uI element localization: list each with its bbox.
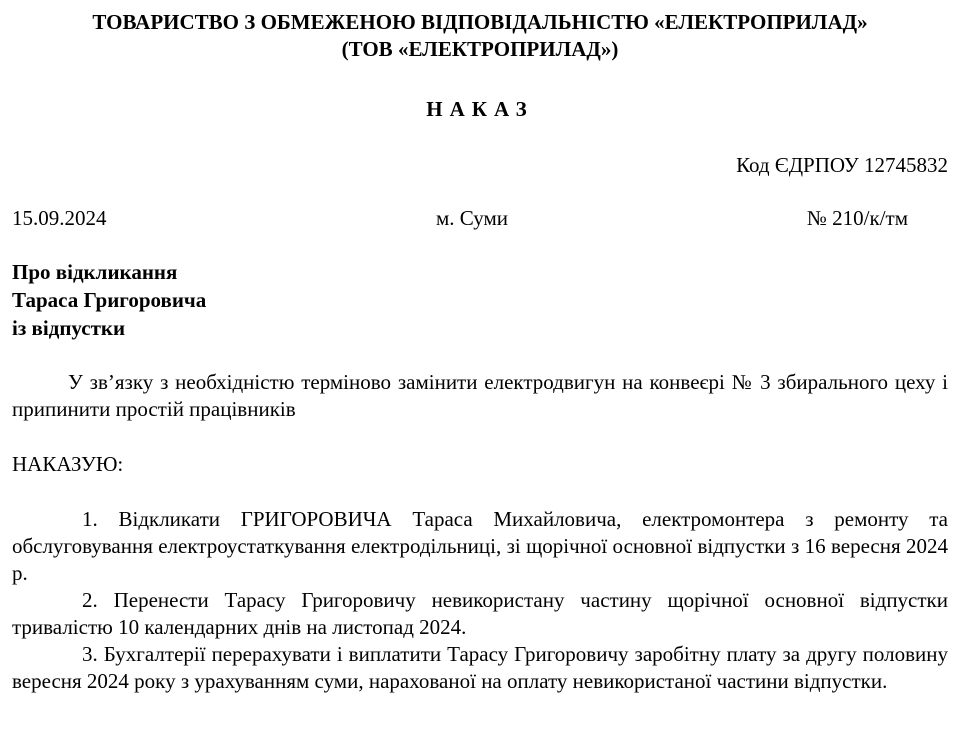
document-title: НАКАЗ	[426, 97, 534, 121]
order-items	[12, 506, 948, 695]
organization-short-name: (ТОВ «ЕЛЕКТРОПРИЛАД»)	[341, 37, 619, 61]
subject-line: Про відкликання	[12, 260, 178, 284]
subject-line: із відпустки	[12, 316, 126, 340]
order-item: 1. Відкликати ГРИГОРОВИЧА Тараса Михайловича, електромонтера з ремонту та обслуговування електроустаткування електродільниці, зі щорічної основної відпустки з 16 вересня 2024 р.	[12, 507, 948, 585]
order-item: 3. Бухгалтерії перерахувати і виплатити Тарасу Григоровичу заробітну плату за другу половину вересня 2024 року з урахуванням суми, нарахованої на оплату невикористаної частини відпустки.	[12, 642, 948, 693]
preamble-paragraph: У зв’язку з необхідністю терміново замінити електродвигун на конвеєрі № 3 збирального цеху і припинити простій працівників	[12, 370, 948, 421]
document-date: 15.09.2024	[12, 206, 107, 230]
organization-header	[12, 9, 948, 63]
order-item: 2. Перенести Тарасу Григоровичу невикористану частину щорічної основної відпустки тривалістю 10 календарних днів на листопад 2024.	[12, 588, 948, 639]
document-page	[12, 9, 948, 695]
order-word: НАКАЗУЮ:	[12, 452, 124, 476]
document-subject	[12, 258, 948, 342]
organization-full-name: ТОВАРИСТВО З ОБМЕЖЕНОЮ ВІДПОВІДАЛЬНІСТЮ «ЕЛЕКТРОПРИЛАД»	[92, 10, 868, 34]
document-city: м. Суми	[436, 206, 509, 230]
document-number: № 210/к/тм	[806, 206, 908, 230]
document-meta-row	[12, 205, 948, 232]
edrpou-code: Код ЄДРПОУ 12745832	[736, 153, 948, 177]
subject-line: Тараса Григоровича	[12, 288, 207, 312]
